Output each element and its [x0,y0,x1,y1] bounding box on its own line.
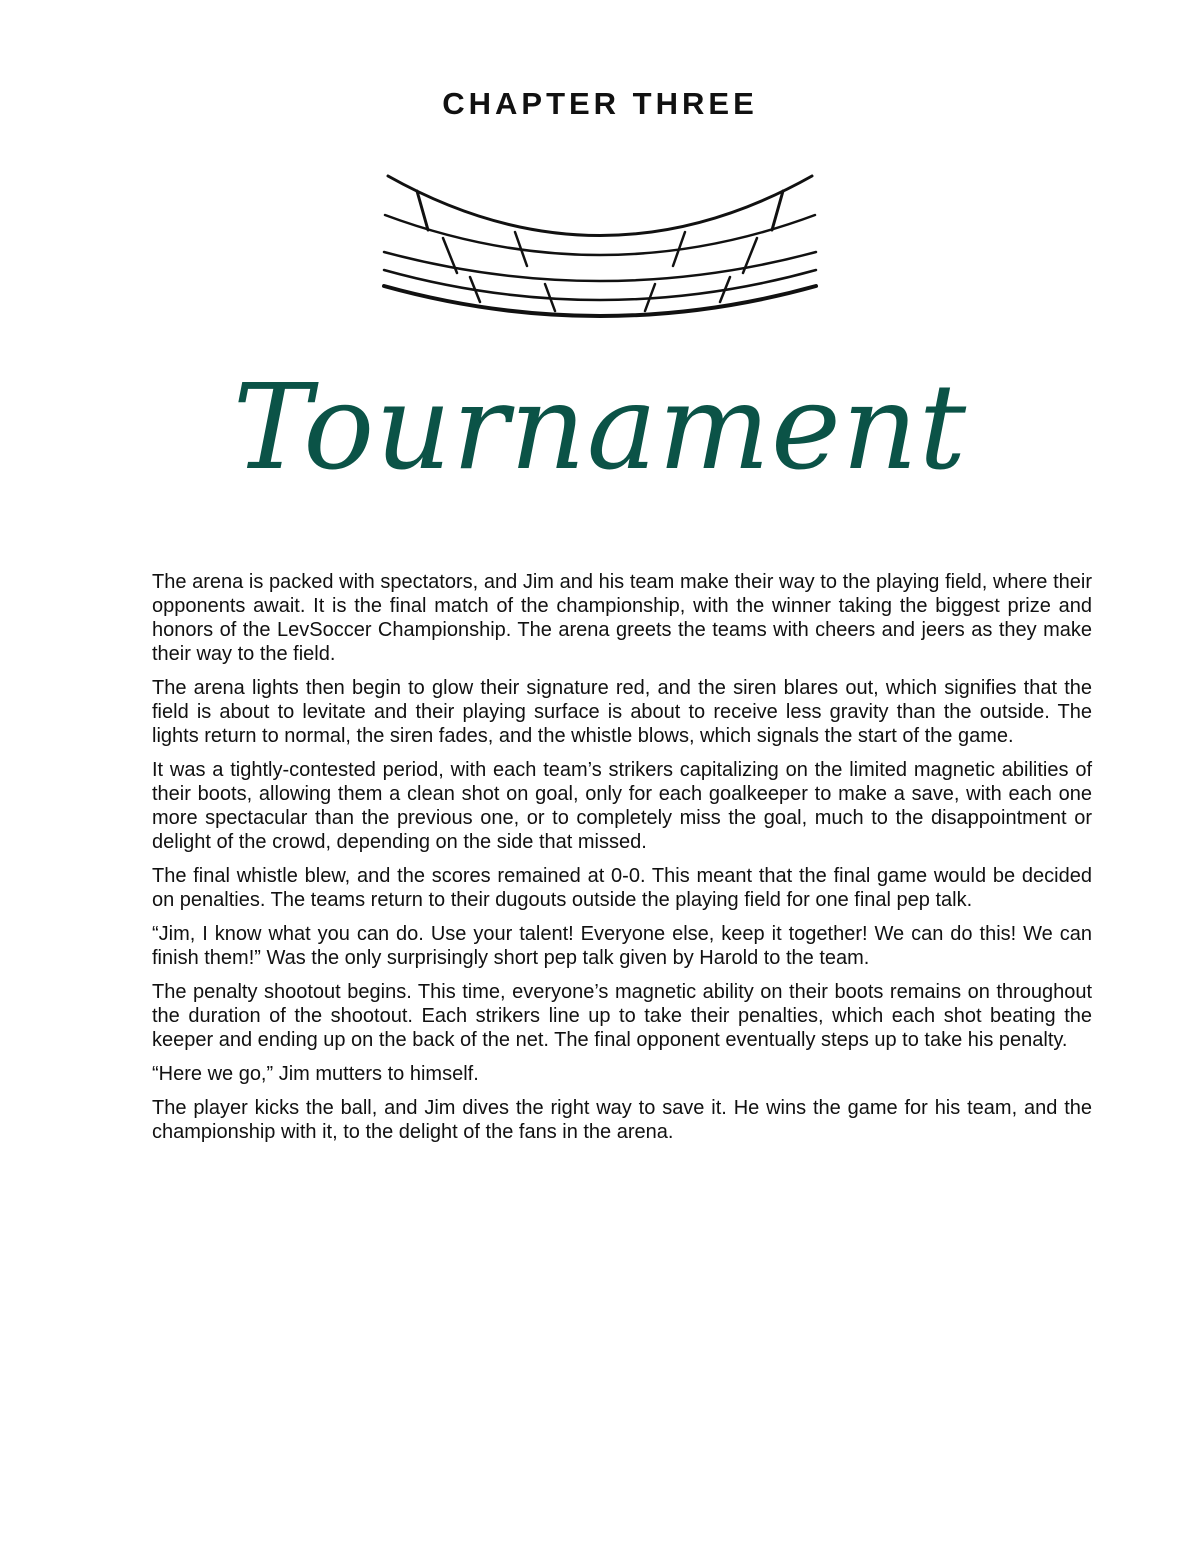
chapter-label: CHAPTER THREE [442,86,758,121]
chapter-title: Tournament [232,358,968,496]
paragraph: The player kicks the ball, and Jim dives the right way to save it. He wins the game for his team, and the championship with it, to the delight of the fans in the arena. [152,1097,1092,1143]
stadium-arc-icon [380,170,820,325]
paragraph: The arena is packed with spectators, and Jim and his team make their way to the playing field, where their opponents await. It is the final match of the championship, with the winner taking the biggest prize and honors of the LevSoccer Championship. The arena greets the teams with cheers and jeers as they make their way to the field. [152,571,1092,665]
paragraph: The penalty shootout begins. This time, everyone’s magnetic ability on their boots remains on throughout the duration of the shootout. Each strikers line up to take their penalties, which each shot beating the keeper and ending up on the back of the net. The final opponent eventually steps up to take his penalty. [152,981,1092,1051]
chapter-body [152,570,1092,1154]
paragraph: It was a tightly-contested period, with each team’s strikers capitalizing on the limited magnetic abilities of their boots, allowing them a clean shot on goal, only for each goalkeeper to make a save, with each one more spectacular than the previous one, or to completely miss the goal, much to the disappointment or delight of the crowd, depending on the side that missed. [152,759,1092,853]
paragraph: The final whistle blew, and the scores remained at 0-0. This meant that the final game would be decided on penalties. The teams return to their dugouts outside the playing field for one final pep talk. [152,865,1092,911]
paragraph: The arena lights then begin to glow their signature red, and the siren blares out, which signifies that the field is about to levitate and their playing surface is about to receive less gravity than the outside. The lights return to normal, the siren fades, and the whistle blows, which signals the start of the game. [152,677,1092,747]
paragraph: “Here we go,” Jim mutters to himself. [152,1063,479,1085]
paragraph: “Jim, I know what you can do. Use your talent! Everyone else, keep it together! We can do this! We can finish them!” Was the only surprisingly short pep talk given by Harold to the team. [152,923,1092,969]
